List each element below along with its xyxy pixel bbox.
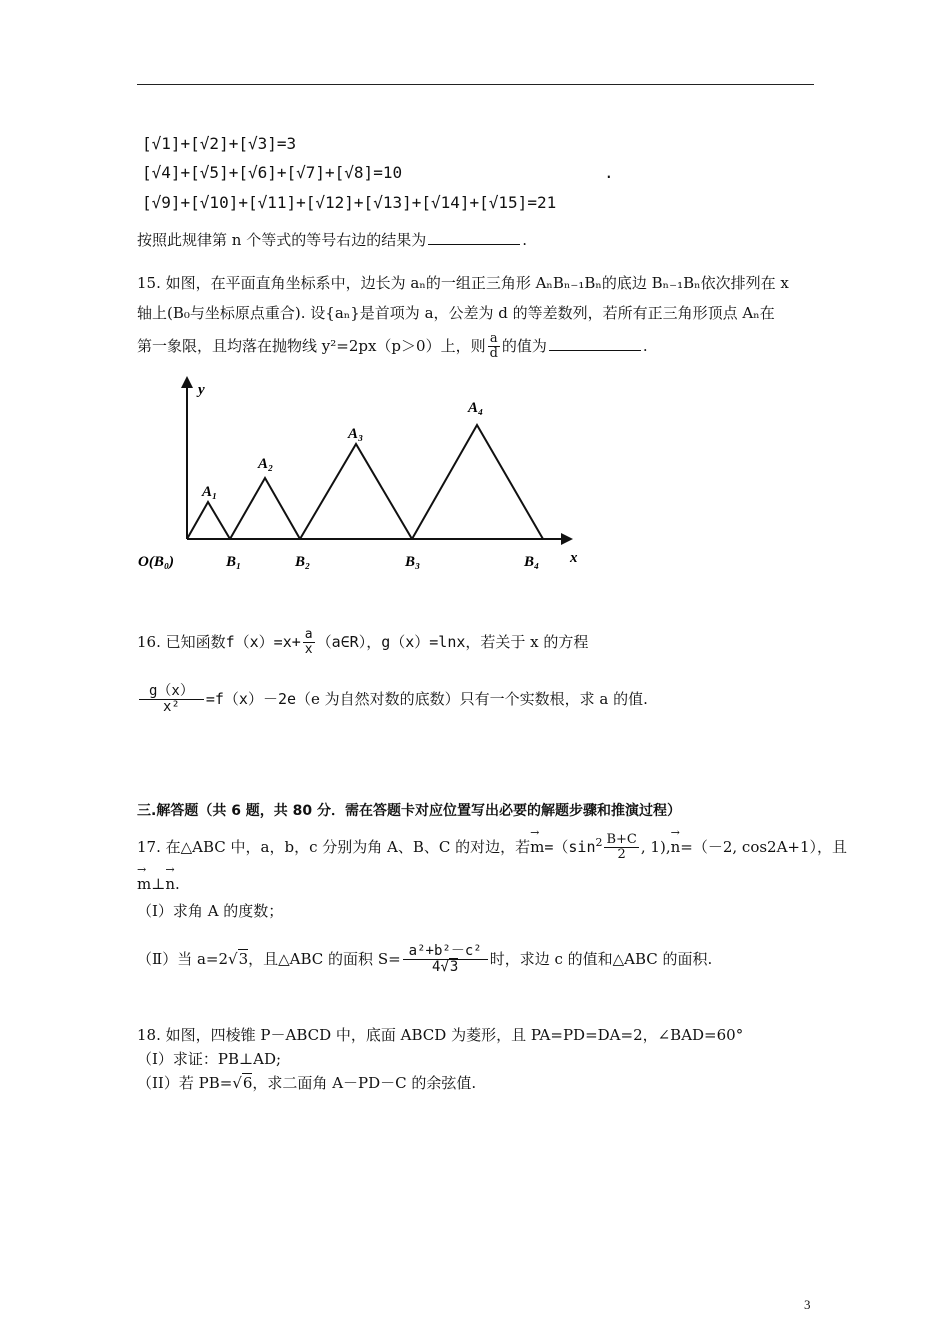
- fraction-numerator: B+C: [606, 832, 637, 847]
- q17-intro: 17. 在△ABC 中，a，b，c 分别为角 A、B、C 的对边，若: [137, 837, 531, 856]
- fraction-denominator: d: [489, 346, 498, 362]
- q15-line-2: 轴上(B₀与坐标原点重合). 设{aₙ}是首项为 a，公差为 d 的等差数列，若所有正三角形顶点 Aₙ在: [137, 304, 775, 322]
- q16-intro: 16. 已知函数: [137, 632, 226, 651]
- q17-perp-line: [137, 875, 180, 893]
- fraction-denominator: 4√3: [432, 959, 459, 976]
- header-rule: [137, 84, 814, 85]
- a-over-d-fraction: [488, 332, 500, 362]
- q17-part-2-post: 时，求边 c 的值和△ABC 的面积.: [489, 949, 713, 968]
- b2-label: B₂: [295, 554, 311, 570]
- q15-line-3-pre: 第一象限，且均落在抛物线 y²=2px（p＞0）上，则: [137, 336, 486, 355]
- q18-line-1: 18. 如图，四棱锥 P－ABCD 中，底面 ABCD 为菱形，且 PA=PD=DA=2，∠BAD=60°: [137, 1026, 744, 1044]
- vector-n: → n: [165, 875, 175, 893]
- b4-label: B₄: [524, 554, 540, 570]
- f-definition-post: （a∈R），g（x）=lnx，: [316, 632, 481, 651]
- half-angle-fraction: [604, 833, 638, 863]
- equation-row-2: [√4]+[√5]+[√6]+[√7]+[√8]=10: [142, 163, 403, 182]
- answer-blank[interactable]: [549, 338, 641, 351]
- a3-label: A₃: [348, 426, 364, 442]
- q18-part-2-pre: （II）若 PB=: [137, 1074, 233, 1092]
- b1-label: B₁: [226, 554, 242, 570]
- fraction-denominator: 2: [617, 847, 626, 863]
- q17-part-2: （Ⅱ）当 a=2√3，且△ABC 的面积 S= $\frac{\text{a²+b²－c²}}{4√3}$ 时，求边 c 的值和△ABC 的面积.: [137, 943, 713, 976]
- vector-m-eq-post: , 1),: [640, 837, 671, 856]
- y-axis-label: y: [198, 382, 205, 398]
- a2-label: A₂: [258, 456, 274, 472]
- origin-label: O(B₀): [138, 554, 175, 570]
- sqrt-radicand: 3: [238, 949, 249, 968]
- equation-row-3: [√9]+[√10]+[√11]+[√12]+[√13]+[√14]+[√15]=21: [142, 193, 557, 212]
- q18-part-2-post: ，求二面角 A－PD－C 的余弦值.: [252, 1074, 477, 1092]
- section-3-heading: 三.解答题（共 6 题，共 80 分．需在答题卡对应位置写出必要的解题步骤和推演过程）: [137, 803, 682, 819]
- g-over-x2-fraction: [139, 684, 204, 716]
- answer-blank[interactable]: [428, 232, 520, 245]
- a1-label: A₁: [202, 484, 218, 500]
- triangle-2: [230, 478, 300, 539]
- fraction-numerator: a: [488, 332, 500, 347]
- pattern-question-text: 按照此规律第 n 个等式的等号右边的结果为: [137, 231, 427, 249]
- sqrt-radicand: 3: [449, 959, 459, 976]
- a4-label: A₄: [468, 400, 484, 416]
- equation-rhs: =f（x）－2e: [205, 689, 297, 708]
- q17-line-1: [137, 833, 847, 863]
- pattern-question: [137, 229, 527, 250]
- sin-exponent: 2: [595, 835, 603, 849]
- denominator-coefficient: 4: [432, 959, 441, 976]
- equation-row-1: [√1]+[√2]+[√3]=3: [142, 134, 297, 153]
- q15-line-3-end: .: [642, 336, 648, 355]
- q18-part-1: （I）求证：PB⊥AD;: [137, 1050, 282, 1068]
- triangle-3: [300, 444, 412, 539]
- triangle-4: [412, 425, 543, 539]
- vector-m: → m: [137, 875, 151, 893]
- fraction-denominator: x²: [163, 699, 180, 716]
- q15-line-3-post: 的值为: [501, 336, 547, 355]
- q15-line-3: [137, 332, 648, 362]
- fraction-numerator: a²+b²－c²: [403, 944, 488, 960]
- fraction-denominator: x: [304, 642, 313, 658]
- vector-m-eq-pre: =（sin: [544, 837, 596, 856]
- q16-line-1-post: 若关于 x 的方程: [480, 632, 589, 651]
- a-over-x-fraction: [303, 628, 315, 658]
- y-axis-arrow-icon: [181, 376, 193, 388]
- q17-part-2-mid: ，且△ABC 的面积 S=: [248, 949, 401, 968]
- pattern-question-end: .: [522, 231, 527, 249]
- q17-part-2-pre: （Ⅱ）当 a=2: [137, 949, 229, 968]
- q18-part-2: （II）若 PB=√6，求二面角 A－PD－C 的余弦值.: [137, 1074, 477, 1092]
- perp-end: .: [175, 875, 180, 893]
- fraction-numerator: g（x）: [139, 684, 204, 700]
- q16-line-2: [137, 684, 648, 716]
- q17-part-1: （Ⅰ）求角 A 的度数；: [137, 902, 284, 920]
- page-number: 3: [804, 1297, 811, 1312]
- vector-n: → n: [671, 838, 681, 856]
- q16-line-1: [137, 628, 588, 658]
- triangles-figure: [130, 372, 590, 587]
- vector-n-eq: =（－2, cos2A+1），且: [680, 837, 848, 856]
- area-fraction: [403, 944, 488, 976]
- sqrt-radicand: 6: [242, 1074, 253, 1092]
- f-definition-pre: f（x）=x+: [225, 632, 301, 651]
- equation-row-2-tail: .: [604, 163, 614, 182]
- b3-label: B₃: [405, 554, 421, 570]
- x-axis-arrow-icon: [561, 533, 573, 545]
- q16-line-2-post: （e 为自然对数的底数）只有一个实数根，求 a 的值.: [296, 689, 648, 708]
- triangle-1: [187, 502, 230, 539]
- x-axis-label: x: [570, 550, 578, 566]
- q15-line-1: 15. 如图，在平面直角坐标系中，边长为 aₙ的一组正三角形 AₙBₙ₋₁Bₙ的底边 Bₙ₋₁Bₙ依次排列在 x: [137, 274, 789, 292]
- fraction-numerator: a: [304, 627, 313, 642]
- vector-m: → m: [530, 838, 544, 856]
- perpendicular-symbol: ⊥: [151, 875, 166, 893]
